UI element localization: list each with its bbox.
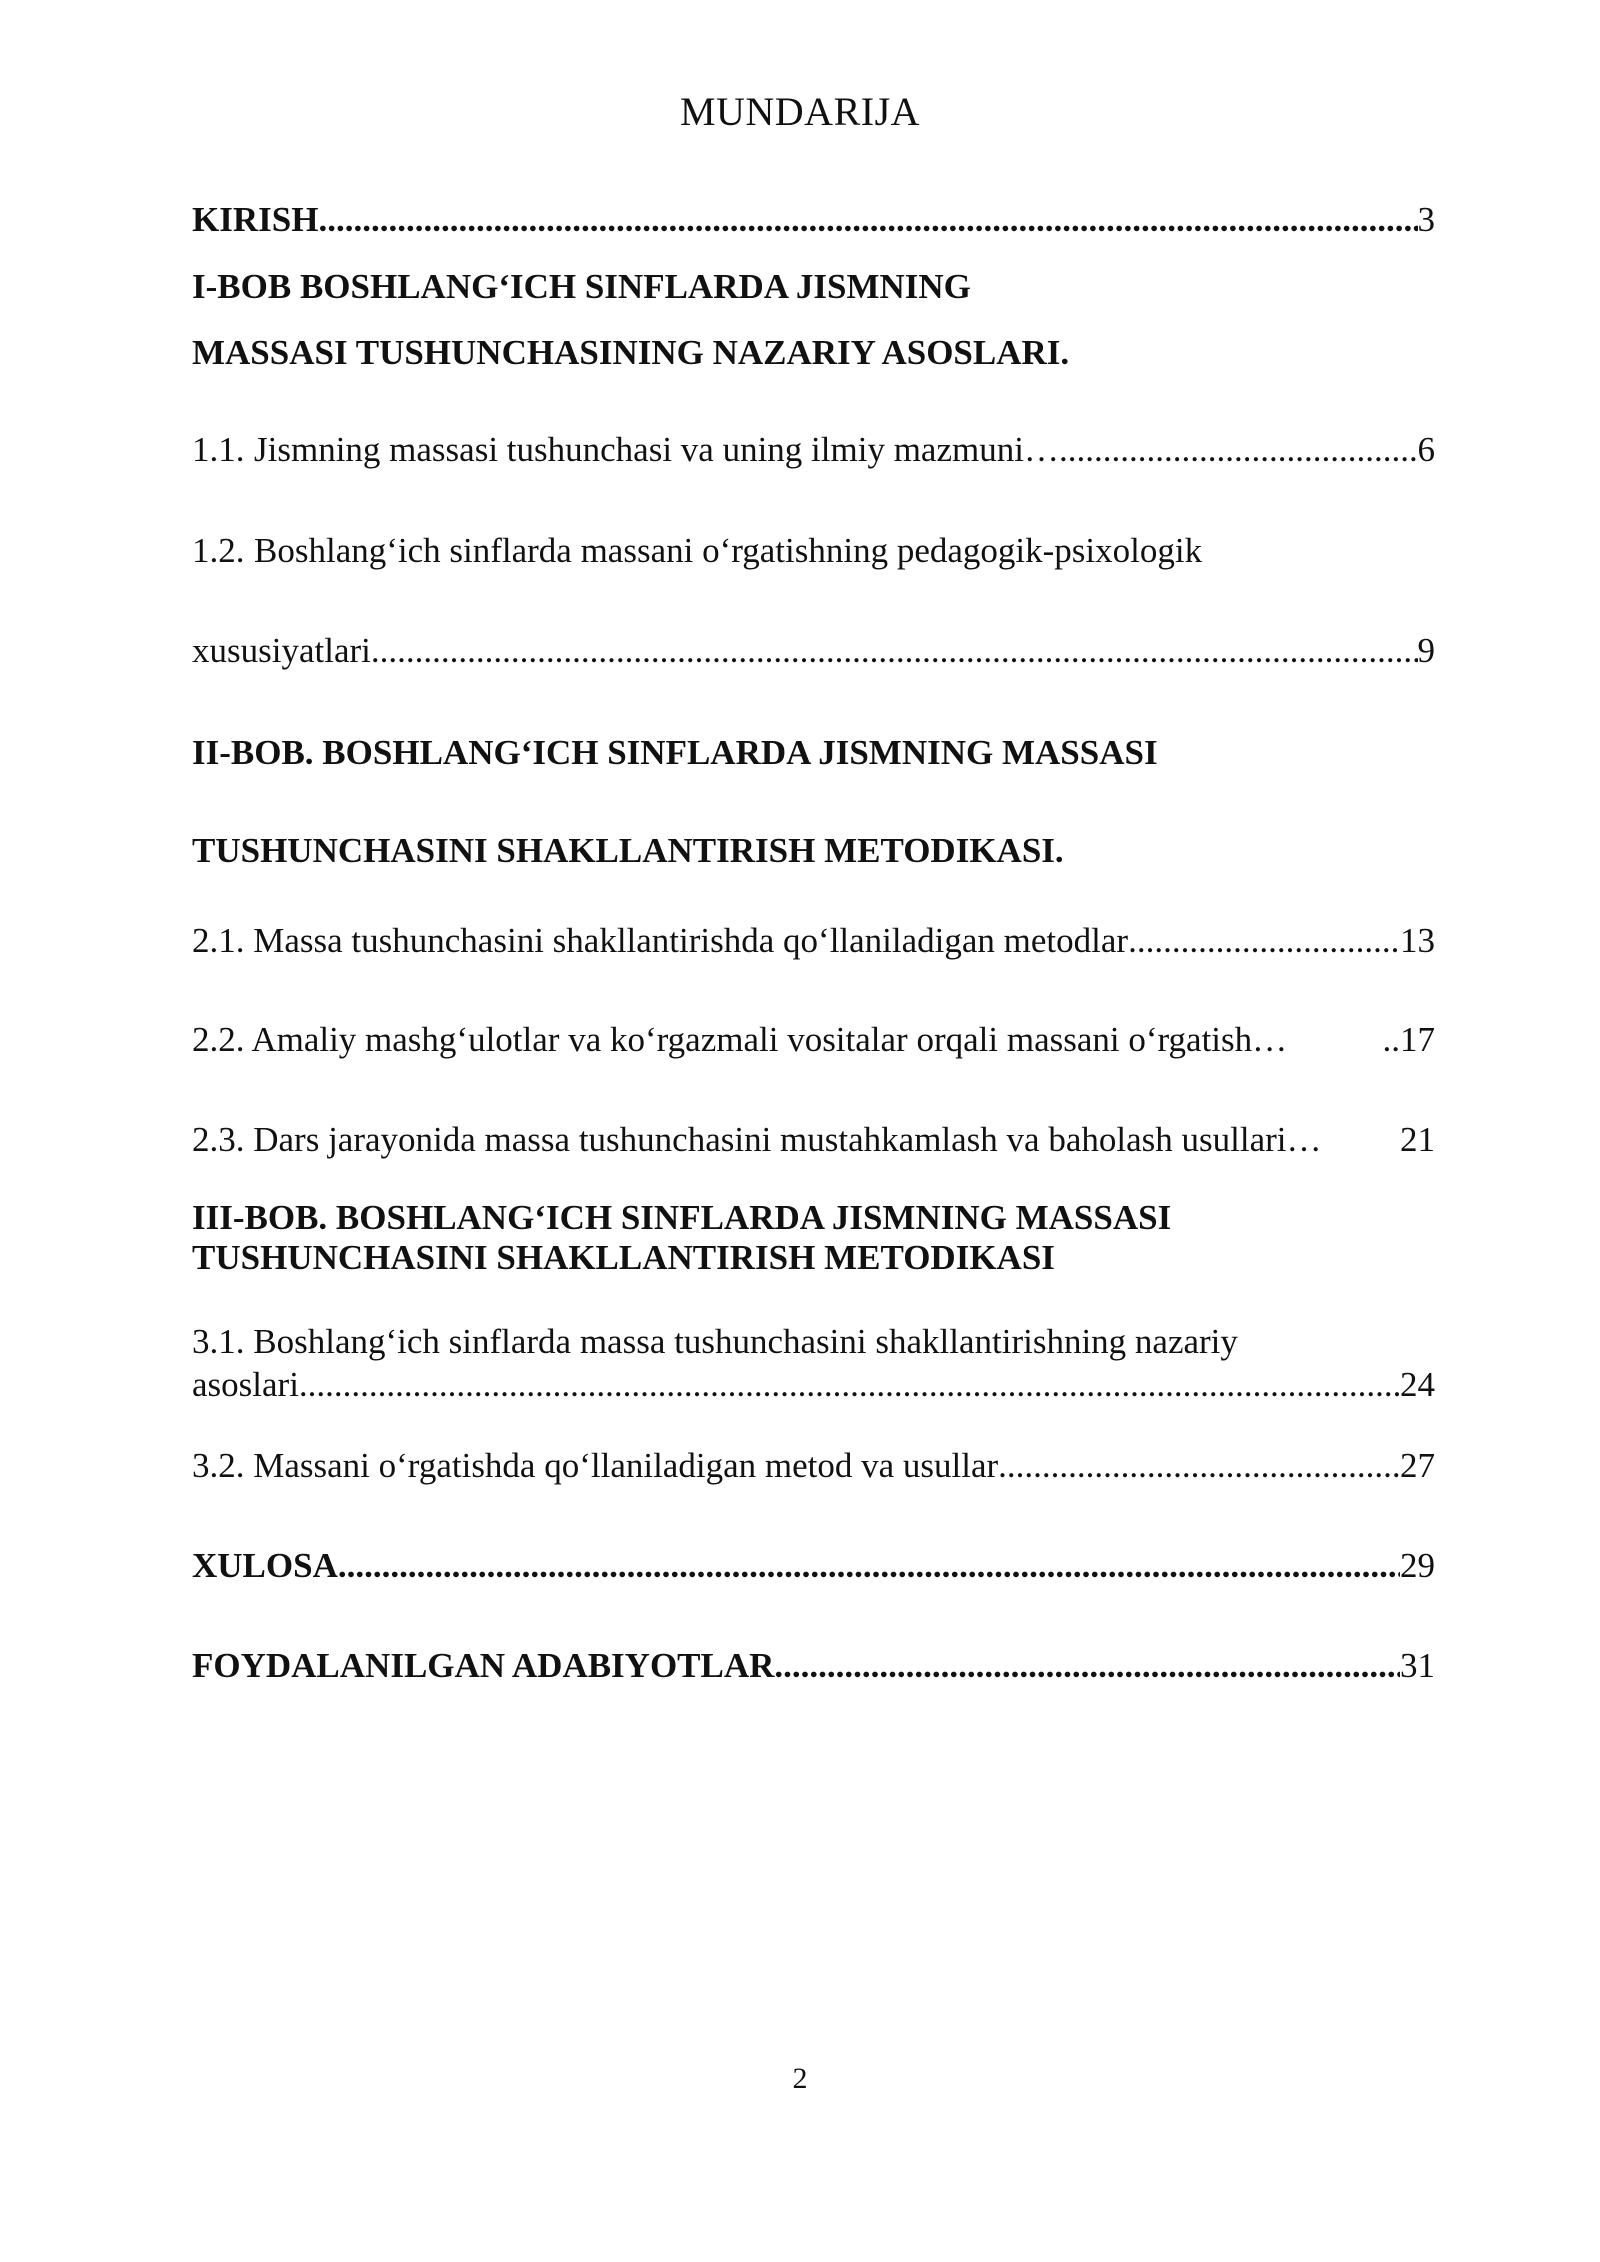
- toc-entry-2-1[interactable]: [192, 921, 1435, 961]
- toc-label: FOYDALANILGAN ADABIYOTLAR: [192, 1646, 775, 1685]
- toc-entry-3-1-line1[interactable]: 3.1. Boshlang‘ich sinflarda massa tushunchasini shakllantirishning nazariy: [192, 1322, 1238, 1361]
- dot-leader: [299, 1365, 1400, 1405]
- toc-page: 21: [1400, 1120, 1435, 1159]
- toc-label: asoslari: [192, 1365, 299, 1404]
- section-number: 1.2.: [192, 531, 245, 570]
- toc-page: 24: [1400, 1365, 1435, 1404]
- toc-page: 13: [1400, 921, 1435, 960]
- toc-entry-2-3[interactable]: [192, 1120, 1435, 1160]
- section-number: 1.1.: [192, 430, 245, 469]
- chapter1-heading-line1: I-BOB BOSHLANG‘ICH SINFLARDA JISMNING: [192, 267, 971, 306]
- toc-label: KIRISH: [192, 200, 319, 239]
- toc-entry-3-2[interactable]: [192, 1446, 1435, 1486]
- chapter3-heading-line2: TUSHUNCHASINI SHAKLLANTIRISH METODIKASI: [192, 1238, 1055, 1277]
- page-number: 2: [792, 2062, 808, 2095]
- toc-entry-1-1[interactable]: [192, 430, 1435, 470]
- toc-label: 2.3. Dars jarayonida massa tushunchasini mustahkamlash va baholash usullari…: [192, 1120, 1322, 1159]
- toc-entry-intro[interactable]: [192, 200, 1435, 240]
- toc-label: 2.2. Amaliy mashg‘ulotlar va ko‘rgazmali vositalar orqali massani o‘rgatish…: [192, 1020, 1288, 1059]
- chapter2-heading-line1: II-BOB. BOSHLANG‘ICH SINFLARDA JISMNING MASSASI: [192, 733, 1158, 772]
- toc-page: 3: [1417, 200, 1435, 239]
- toc-entry-1-2-line2[interactable]: [192, 631, 1435, 671]
- dot-leader: [338, 1546, 1400, 1586]
- toc-entry-conclusion[interactable]: [192, 1546, 1435, 1586]
- toc-entry-3-1-line2[interactable]: [192, 1365, 1435, 1405]
- toc-entry-references[interactable]: [192, 1646, 1435, 1686]
- dot-leader: [1059, 430, 1418, 470]
- toc-label: 3.2. Massani o‘rgatishda qo‘llaniladigan metod va usullar: [192, 1446, 999, 1485]
- toc-label: [192, 430, 1059, 470]
- chapter3-heading-line1: III-BOB. BOSHLANG‘ICH SINFLARDA JISMNING MASSASI: [192, 1198, 1172, 1237]
- toc-page: 31: [1400, 1646, 1435, 1685]
- toc-label: XULOSA: [192, 1546, 338, 1585]
- toc-page: ..17: [1382, 1020, 1435, 1059]
- dot-leader: [998, 1446, 1400, 1486]
- dot-leader: [774, 1646, 1400, 1686]
- toc-page: 29: [1400, 1546, 1435, 1585]
- toc-entry-1-2-line1[interactable]: [192, 531, 1435, 571]
- section-title: Jismning massasi tushunchasi va uning ilmiy mazmuni…: [254, 430, 1059, 469]
- chapter1-heading-line2: MASSASI TUSHUNCHASINING NAZARIY ASOSLARI.: [192, 333, 1070, 372]
- section-title: Boshlang‘ich sinflarda massani o‘rgatishning pedagogik-psixologik: [254, 531, 1203, 570]
- toc-page: 6: [1417, 430, 1435, 469]
- toc-page: 9: [1417, 631, 1435, 670]
- page-title: MUNDARIJA: [679, 89, 921, 134]
- toc-label: 2.1. Massa tushunchasini shakllantirishda qo‘llaniladigan metodlar: [192, 921, 1129, 960]
- toc-entry-2-2[interactable]: [192, 1020, 1435, 1060]
- toc-label: xususiyatlari: [192, 631, 371, 670]
- chapter2-heading-line2: TUSHUNCHASINI SHAKLLANTIRISH METODIKASI.: [192, 831, 1064, 870]
- dot-leader: [318, 200, 1417, 240]
- toc-page: 27: [1400, 1446, 1435, 1485]
- dot-leader: [1128, 921, 1400, 961]
- dot-leader: [371, 631, 1418, 671]
